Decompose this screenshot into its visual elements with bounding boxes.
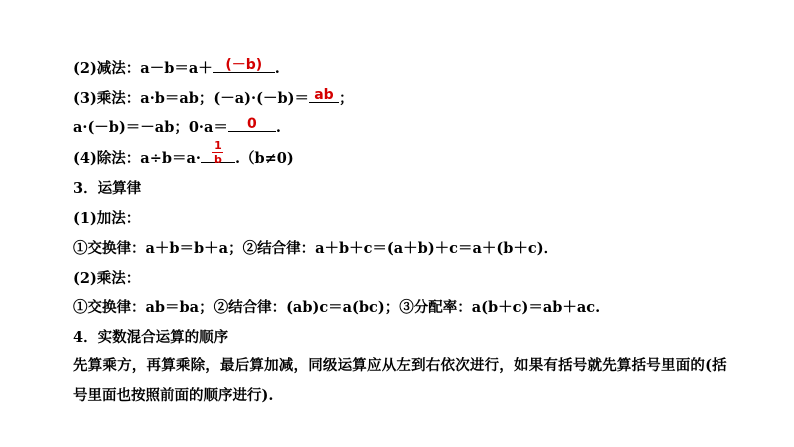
subtraction-text: (2)减法：a－b＝a＋ [73,60,213,77]
section-heading-laws: 3．运算律 [73,180,142,197]
multiplication-answer: ab [314,87,334,103]
subtraction-answer: (－b) [225,57,263,73]
multiplication-rule [73,88,353,109]
zero-product-answer: 0 [247,116,257,132]
order-paragraph-line2: 号里面也按照前面的顺序进行). [73,387,274,404]
zero-product-rule [73,117,281,138]
reciprocal-fraction [201,140,235,165]
addition-laws: ①交换律：a＋b＝b＋a；②结合律：a＋b＋c＝(a＋b)＋c＝a＋(b＋c)． [73,240,559,257]
order-paragraph-line1: 先算乘方，再算乘除，最后算加减，同级运算应从左到右依次进行，如果有括号就先算括号里面的(括 [73,357,727,374]
subtraction-rule [73,58,280,79]
fraction-numerator: 1 [214,139,222,152]
multiplication-end: ； [338,90,354,107]
multiplication-laws: ①交换律：ab＝ba；②结合律：(ab)c＝a(bc)；③分配率：a(b＋c)＝ab＋ac. [73,299,601,316]
fraction-denominator: b [214,153,222,166]
subtraction-blank [213,58,275,73]
zero-product-text: a·(－b)＝－ab；0·a＝ [73,119,228,136]
zero-product-blank [228,117,276,132]
multiplication-text: (3)乘法：a·b＝ab；(－a)·(－b)＝ [73,90,309,107]
division-blank [201,139,235,166]
multiplication-blank [309,88,339,103]
section-heading-order: 4．实数混合运算的顺序 [73,329,229,346]
division-end: .（b≠0) [234,150,294,167]
division-text: (4)除法：a÷b＝a· [73,150,201,167]
division-rule [73,139,294,169]
multiplication-heading: (2)乘法： [73,270,141,287]
addition-heading: (1)加法： [73,210,141,227]
zero-product-end: . [275,119,281,136]
subtraction-end: . [274,60,280,77]
